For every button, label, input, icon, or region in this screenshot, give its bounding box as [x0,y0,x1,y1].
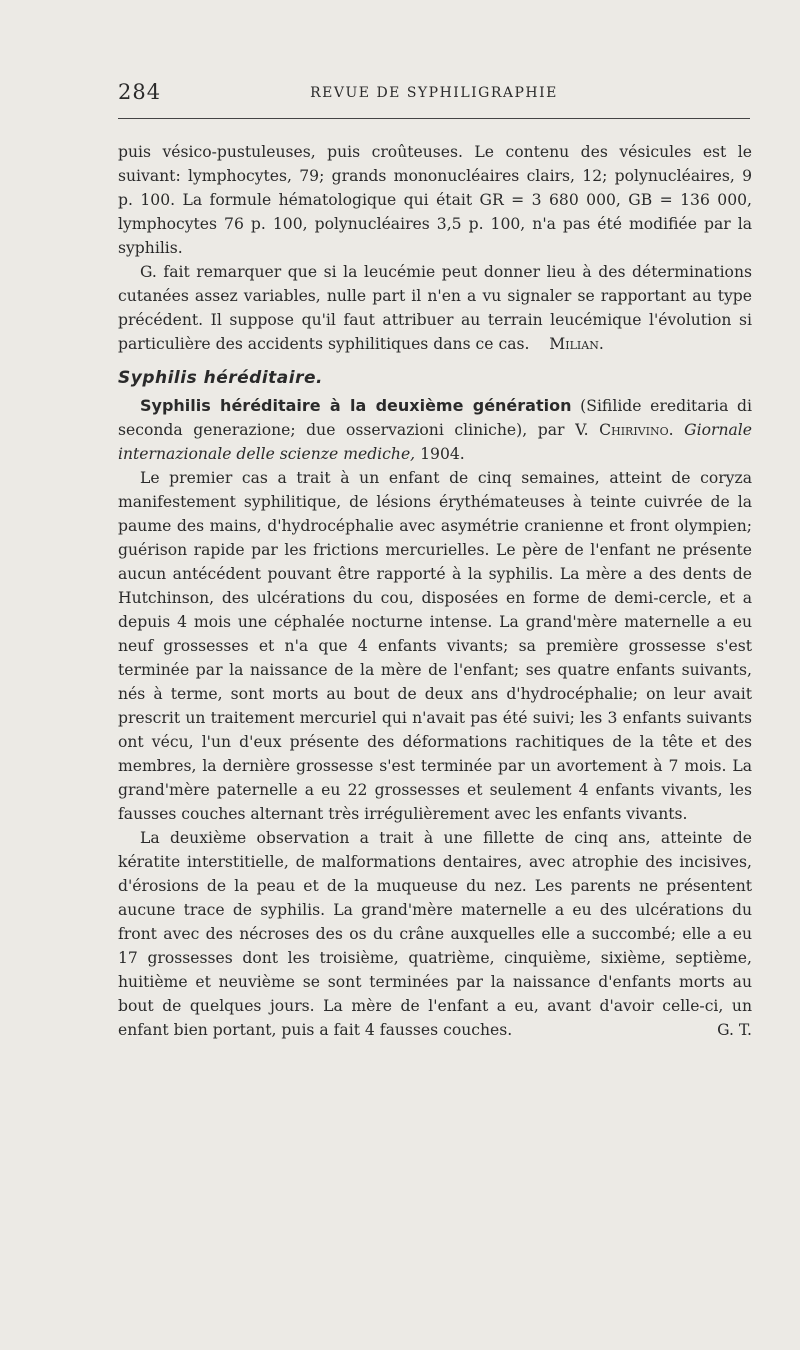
section-heading: Syphilis héréditaire. [118,368,323,388]
article-author: Chirivino. [599,421,674,439]
signature-gt: G. T. [717,1021,752,1039]
article-year: 1904. [420,445,465,463]
paragraph-commentary [118,260,752,356]
page-header [118,80,750,106]
commentary-text: G. fait remarquer que si la leucémie peut donner lieu à des déterminations cutanées assez variables, nulle part il n'en a vu signaler se rapportant au type précédent. Il suppose qu'il faut attribuer au terrain leucémique l'évolution si particulière des accidents syphilitiques dans ce cas. [118,263,752,353]
running-title: REVUE DE SYPHILIGRAPHIE [310,85,558,101]
second-case-text: La deuxième observation a trait à une fillette de cinq ans, atteinte de kératite interstitielle, de malformations dentaires, avec atrophie des incisives, d'érosions de la peau et de la muqueuse du nez. Les parents ne présentent aucune trace de syphilis. La grand'mère maternelle a eu des ulcérations du front avec des nécroses des os du crâne auxquelles elle a succombé; elle a eu 17 grossesses dont les troisième, quatrième, cinquième, sixième, septième, huitième et neuvième se sont terminées par la naissance d'enfants morts au bout de quelques jours. La mère de l'enfant a eu, avant d'avoir celle-ci, un enfant bien portant, puis a fait 4 fausses couches. [118,829,752,1039]
article-journal: Giornale internazionale delle scienze mediche, [118,421,752,463]
page-number: 284 [118,80,162,104]
article-subtitle: (Sifilide ereditaria di seconda generazione; due osservazioni cliniche), par V. [118,397,753,439]
paragraph-first-case: Le premier cas a trait à un enfant de cinq semaines, atteint de coryza manifestement syphilitique, de lésions érythémateuses à teinte cuivrée de la paume des mains, d'hydrocéphalie avec asymétrie cranienne et front olympien; guérison rapide par les frictions mercurielles. Le père de l'enfant ne présente aucun antécédent pouvant être rapporté à la syphilis. La mère a des dents de Hutchinson, des ulcérations du cou, disposées en forme de demi-cercle, et a depuis 4 mois une céphalée nocturne intense. La grand'mère maternelle a eu neuf grossesses et n'a que 4 enfants vivants; sa première grossesse s'est terminée par la naissance de la mère de l'enfant; ses quatre enfants suivants, nés à terme, sont morts au bout de deux ans d'hydrocéphalie; on leur avait prescrit un traitement mercuriel qui n'avait pas été suivi; les 3 enfants suivants ont vécu, l'un d'eux présente des déformations rachitiques de la tête et des membres, la dernière grossesse s'est terminée par un avortement à 7 mois. La grand'mère paternelle a eu 22 grossesses et seulement 4 enfants vivants, les fausses couches alternant très irrégulièrement avec les enfants vivants. [118,469,752,823]
article-reference [118,394,752,466]
paragraph-continuation: puis vésico-pustuleuses, puis croûteuses. Le contenu des vésicules est le suivant: lymphocytes, 79; grands mononucléaires clairs, 12; polynucléaires, 9 p. 100. La formule hématologique qui était GR = 3 680 000, GB = 136 000, lymphocytes 76 p. 100, polynucléaires 3,5 p. 100, n'a pas été modifiée par la syphilis. [118,143,752,257]
signature-milian: Milian. [549,335,604,353]
body-text [118,140,752,1042]
paragraph-second-case [118,826,752,1042]
header-rule [118,118,750,119]
article-title: Syphilis héréditaire à la deuxième génération [140,396,572,415]
